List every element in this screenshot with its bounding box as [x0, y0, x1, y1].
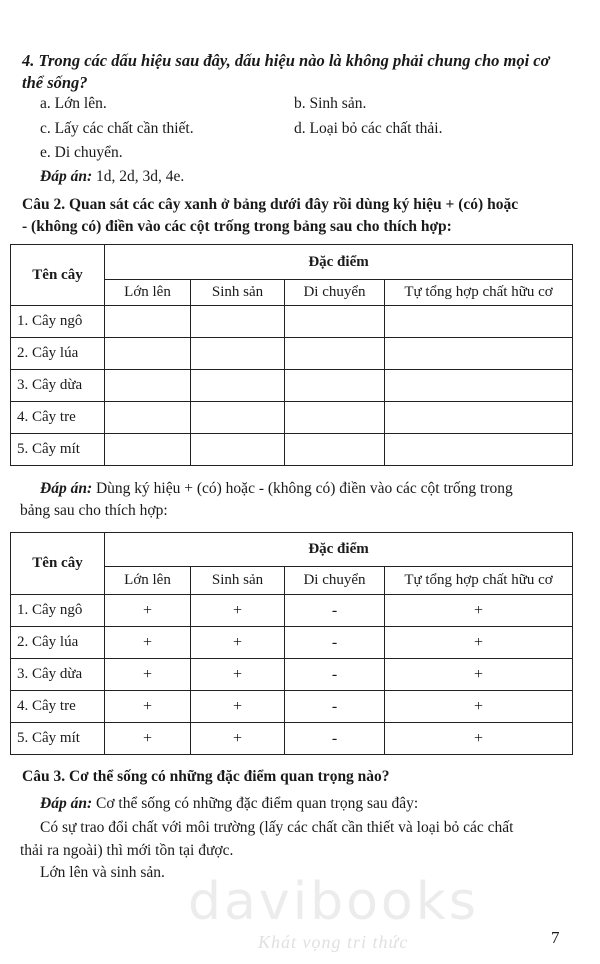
row-label: 5. Cây mít — [11, 723, 105, 755]
option-c: c. Lấy các chất cần thiết. — [40, 120, 194, 137]
paragraph-line: Có sự trao đổi chất với môi trường (lấy các chất cần thiết và loại bỏ các chất — [40, 819, 514, 836]
question-4-answer — [40, 167, 184, 187]
row-label: 2. Cây lúa — [11, 627, 105, 659]
answer-cell: + — [191, 691, 285, 723]
answer-cell: - — [285, 659, 385, 691]
blank-table — [10, 244, 573, 466]
header-reproduce: Sinh sản — [191, 567, 285, 595]
header-move: Di chuyển — [285, 567, 385, 595]
table-row — [11, 306, 573, 338]
empty-cell — [285, 402, 385, 434]
empty-cell — [285, 370, 385, 402]
header-tree: Tên cây — [11, 533, 105, 595]
answer-cell: + — [191, 659, 285, 691]
question-4-title-line2: thể sống? — [22, 73, 88, 92]
table-row — [11, 595, 573, 627]
question-2-answer — [40, 478, 513, 500]
empty-cell — [105, 434, 191, 466]
row-label: 1. Cây ngô — [11, 595, 105, 627]
empty-cell — [191, 306, 285, 338]
answer-cell: + — [385, 595, 573, 627]
answer-cell: + — [191, 627, 285, 659]
answer-label: Đáp án: — [40, 795, 93, 812]
page-number: 7 — [551, 928, 560, 947]
empty-cell — [105, 306, 191, 338]
paragraph-line: thải ra ngoài) thì mới tồn tại được. — [20, 842, 234, 859]
question-2-title-line2: - (không có) điền vào các cột trống trong bảng sau cho thích hợp: — [22, 218, 452, 235]
option-a: a. Lớn lên. — [40, 95, 107, 112]
answer-cell: - — [285, 627, 385, 659]
empty-cell — [191, 338, 285, 370]
question-2-title — [22, 194, 582, 238]
watermark-tagline: Khát vọng tri thức — [258, 932, 409, 952]
answer-cell: + — [385, 627, 573, 659]
question-2-title-line1: Câu 2. Quan sát các cây xanh ở bảng dưới đây rồi dùng ký hiệu + (có) hoặc — [22, 196, 519, 213]
answer-cell: + — [105, 627, 191, 659]
table-row — [11, 723, 573, 755]
answer-cell: + — [105, 691, 191, 723]
row-label: 5. Cây mít — [11, 434, 105, 466]
empty-cell — [191, 370, 285, 402]
answer-cell: + — [105, 595, 191, 627]
header-move: Di chuyển — [285, 280, 385, 306]
row-label: 3. Cây dừa — [11, 659, 105, 691]
empty-cell — [105, 338, 191, 370]
answer-cell: + — [385, 691, 573, 723]
empty-cell — [385, 338, 573, 370]
answer-label: Đáp án: — [40, 480, 93, 497]
empty-cell — [385, 306, 573, 338]
header-grow: Lớn lên — [105, 567, 191, 595]
answer-cell: + — [191, 723, 285, 755]
empty-cell — [105, 370, 191, 402]
answer-cell: + — [191, 595, 285, 627]
empty-cell — [385, 402, 573, 434]
answer-cell: - — [285, 723, 385, 755]
answer-table — [10, 532, 573, 755]
empty-cell — [191, 434, 285, 466]
answer-cell: + — [105, 723, 191, 755]
question-3-answer — [40, 793, 418, 815]
header-grow: Lớn lên — [105, 280, 191, 306]
answer-text: Dùng ký hiệu + (có) hoặc - (không có) điền vào các cột trống trong — [92, 480, 513, 497]
answer-cell: - — [285, 691, 385, 723]
row-label: 4. Cây tre — [11, 402, 105, 434]
question-4-title-line1: 4. Trong các dấu hiệu sau đây, dấu hiệu nào là không phải chung cho mọi cơ — [22, 51, 550, 70]
empty-cell — [385, 434, 573, 466]
table-row — [11, 338, 573, 370]
answer-cell: - — [285, 595, 385, 627]
option-d: d. Loại bỏ các chất thải. — [294, 120, 443, 137]
answer-cell: + — [385, 723, 573, 755]
answer-cell: + — [385, 659, 573, 691]
watermark-logo: davibooks — [188, 872, 479, 932]
empty-cell — [191, 402, 285, 434]
table-row — [11, 402, 573, 434]
answer-text: 1d, 2d, 3d, 4e. — [92, 168, 185, 185]
row-label: 3. Cây dừa — [11, 370, 105, 402]
answer-label: Đáp án: — [40, 168, 93, 185]
header-features: Đặc điểm — [105, 533, 573, 567]
row-label: 2. Cây lúa — [11, 338, 105, 370]
paragraph-line: Lớn lên và sinh sản. — [40, 864, 165, 881]
question-3-title: Câu 3. Cơ thể sống có những đặc điểm quan trọng nào? — [22, 768, 390, 785]
question-2-answer-line2: bảng sau cho thích hợp: — [20, 502, 168, 519]
empty-cell — [105, 402, 191, 434]
question-4-title — [22, 50, 582, 94]
header-features: Đặc điểm — [105, 245, 573, 280]
header-reproduce: Sinh sản — [191, 280, 285, 306]
answer-cell: + — [105, 659, 191, 691]
header-synthesize: Tự tổng hợp chất hữu cơ — [385, 280, 573, 306]
row-label: 1. Cây ngô — [11, 306, 105, 338]
header-synthesize: Tự tổng hợp chất hữu cơ — [385, 567, 573, 595]
empty-cell — [285, 306, 385, 338]
table-row — [11, 659, 573, 691]
option-b: b. Sinh sản. — [294, 95, 367, 112]
table-row — [11, 370, 573, 402]
answer-text: Cơ thể sống có những đặc điểm quan trọng sau đây: — [92, 795, 419, 812]
table-row — [11, 434, 573, 466]
row-label: 4. Cây tre — [11, 691, 105, 723]
empty-cell — [385, 370, 573, 402]
header-tree: Tên cây — [11, 245, 105, 306]
empty-cell — [285, 434, 385, 466]
table-row — [11, 627, 573, 659]
empty-cell — [285, 338, 385, 370]
option-e: e. Di chuyển. — [40, 144, 123, 161]
table-row — [11, 691, 573, 723]
